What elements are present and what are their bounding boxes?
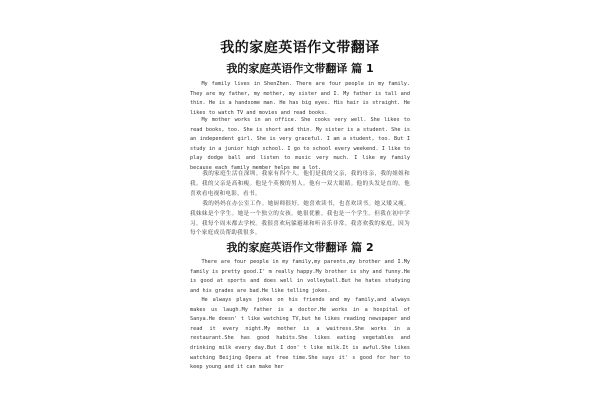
section-2-heading: 我的家庭英语作文带翻译 篇 2	[226, 241, 374, 254]
section-2-paragraph-2: He always plays jokes on his friends and my family,and always makes us laugh.My father is a doctor.He works in a hospital of Sanya.He doesn' t like watching TV,but he likes reading newspaper and read it every night.My mother is a waitress.She works in a restaurant.She has good habits.She likes eating vegetables and drinking milk every day.But I don' t like milk.It is awful.She likes watching Beijing Opera at free time.She says it' s good for her to keep young and it can make her	[190, 297, 410, 371]
section-2-paragraph-1: There are four people in my family,my parents,my brother and I.My family is pretty good.I' m really happy.My brother is shy and funny.He is good at sports and does well in volleyball.But he hates studying and his grades are bad.He like telling jokes.	[190, 259, 410, 294]
document-title: 我的家庭英语作文带翻译	[220, 40, 380, 56]
section-1-heading: 我的家庭英语作文带翻译 篇 1	[226, 62, 374, 75]
section-1-paragraph-4: 我的妈妈在办公室工作。她厨师很好。她喜欢读书，也喜欢读书。她又矮又瘦。我妹妹是个学生。她是一个独立的女孩。她很优雅。我也是一个学生。但我在初中学习。我每个周末都去学校。我很喜欢玩躲避球和听音乐非常。我喜欢我的家庭，因为每个家庭成员帮助我很多。	[190, 201, 410, 237]
section-1-paragraph-2: My mother works in an office. She cooks very well. She likes to read books, too. She is short and thin. My sister is a student. She is an independent girl. She is very graceful. I am a student, too. But I study in a junior high school. I go to school every weekend. I like to play dodge ball and listen to music very much. I like my family because each family member helps me a lot.	[190, 117, 410, 171]
section-1-paragraph-1: My family lives in ShenZhen. There are four people in my family. They are my father, my mother, my sister and I. My father is tall and thin. He is a handsome man. He has big eyes. His hair is straight. He likes to watch TV and movies and read books.	[190, 81, 410, 116]
section-1-paragraph-3: 我的家庭生活在深圳。我家有四个人。他们是我的父亲，我的母亲，我的姐姐和我。我的父亲是高和瘦。他是个英俊的男人。他有一双大眼睛。他的头发是直的。他喜欢看电视和电影，看书。	[190, 171, 410, 197]
